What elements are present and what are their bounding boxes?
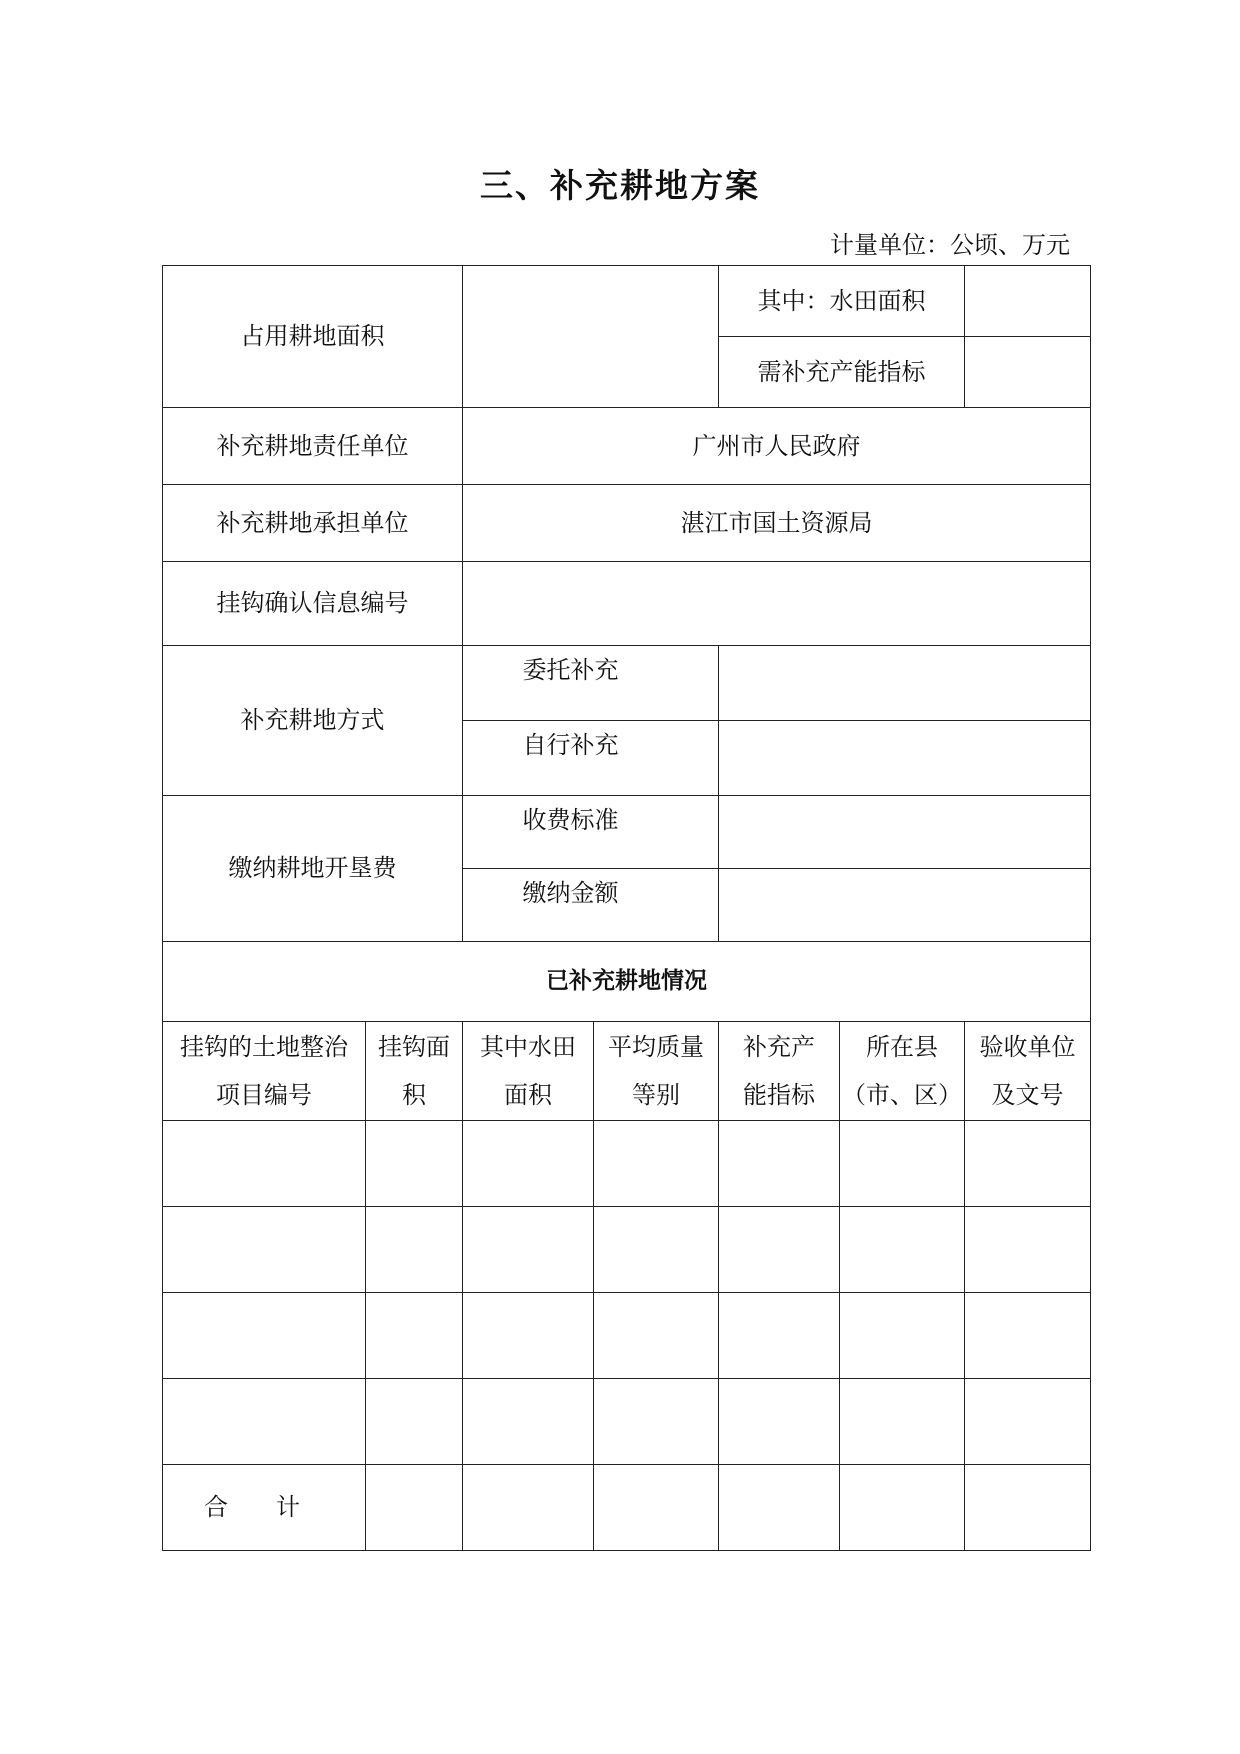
occupied-area-value[interactable] [463, 266, 719, 408]
table-cell[interactable] [594, 1465, 719, 1551]
table-cell[interactable] [463, 1121, 594, 1207]
link-confirm-label: 挂钩确认信息编号 [163, 562, 463, 646]
supplemented-header-row [163, 1022, 1091, 1121]
header-project-number: 挂钩的土地整治 项目编号 [163, 1022, 366, 1121]
responsible-unit-value[interactable]: 广州市人民政府 [463, 408, 1091, 485]
capacity-index-value[interactable] [965, 337, 1091, 408]
table-row [163, 1121, 1091, 1207]
table-cell[interactable] [840, 1293, 965, 1379]
table-cell[interactable] [463, 1379, 594, 1465]
entrust-value[interactable] [719, 646, 1091, 721]
unit-note: 计量单位：公顷、万元 [830, 231, 1070, 259]
paddy-area-value[interactable] [965, 266, 1091, 337]
occupied-area-label: 占用耕地面积 [163, 266, 463, 408]
table-cell[interactable] [840, 1465, 965, 1551]
fee-standard-value[interactable] [719, 796, 1091, 869]
table-cell[interactable] [719, 1207, 840, 1293]
farmland-plan-table [162, 265, 1091, 1551]
table-cell[interactable] [366, 1121, 463, 1207]
header-link-area: 挂钩面 积 [366, 1022, 463, 1121]
table-cell[interactable] [366, 1379, 463, 1465]
table-cell[interactable] [719, 1379, 840, 1465]
table-row [163, 1207, 1091, 1293]
capacity-index-label: 需补充产能指标 [719, 337, 965, 408]
table-cell[interactable] [594, 1379, 719, 1465]
table-cell[interactable] [965, 1465, 1091, 1551]
table-cell[interactable] [463, 1207, 594, 1293]
table-cell[interactable] [594, 1121, 719, 1207]
entrust-label: 委托补充 [463, 646, 719, 721]
table-cell[interactable] [163, 1379, 366, 1465]
undertaking-unit-value[interactable]: 湛江市国土资源局 [463, 485, 1091, 562]
undertaking-unit-label: 补充耕地承担单位 [163, 485, 463, 562]
header-paddy-area: 其中水田 面积 [463, 1022, 594, 1121]
self-label: 自行补充 [463, 721, 719, 796]
table-row [163, 1379, 1091, 1465]
table-cell[interactable] [163, 1207, 366, 1293]
link-confirm-value[interactable] [463, 562, 1091, 646]
table-cell[interactable] [366, 1207, 463, 1293]
table-cell[interactable] [965, 1207, 1091, 1293]
table-cell[interactable] [163, 1121, 366, 1207]
header-county: 所在县 （市、区） [840, 1022, 965, 1121]
supplemented-section-title: 已补充耕地情况 [163, 942, 1091, 1022]
table-cell[interactable] [163, 1293, 366, 1379]
table-cell[interactable] [719, 1121, 840, 1207]
responsible-unit-label: 补充耕地责任单位 [163, 408, 463, 485]
header-acceptance-unit: 验收单位 及文号 [965, 1022, 1091, 1121]
fee-label: 缴纳耕地开垦费 [163, 796, 463, 942]
table-cell[interactable] [463, 1465, 594, 1551]
table-row [163, 1293, 1091, 1379]
table-cell[interactable] [840, 1121, 965, 1207]
total-row [163, 1465, 1091, 1551]
header-capacity-index: 补充产 能指标 [719, 1022, 840, 1121]
table-cell[interactable] [366, 1465, 463, 1551]
header-quality-grade: 平均质量 等别 [594, 1022, 719, 1121]
paddy-area-label: 其中：水田面积 [719, 266, 965, 337]
table-cell[interactable] [840, 1207, 965, 1293]
table-cell[interactable] [594, 1207, 719, 1293]
table-cell[interactable] [719, 1465, 840, 1551]
table-cell[interactable] [594, 1293, 719, 1379]
fee-amount-label: 缴纳金额 [463, 869, 719, 942]
table-cell[interactable] [463, 1293, 594, 1379]
table-cell[interactable] [965, 1379, 1091, 1465]
table-cell[interactable] [719, 1293, 840, 1379]
table-cell[interactable] [965, 1293, 1091, 1379]
fee-amount-value[interactable] [719, 869, 1091, 942]
table-cell[interactable] [366, 1293, 463, 1379]
fee-standard-label: 收费标准 [463, 796, 719, 869]
table-cell[interactable] [965, 1121, 1091, 1207]
page-title: 三、补充耕地方案 [480, 166, 760, 205]
self-value[interactable] [719, 721, 1091, 796]
table-cell[interactable] [840, 1379, 965, 1465]
method-label: 补充耕地方式 [163, 646, 463, 796]
total-label: 合计 [163, 1465, 366, 1551]
